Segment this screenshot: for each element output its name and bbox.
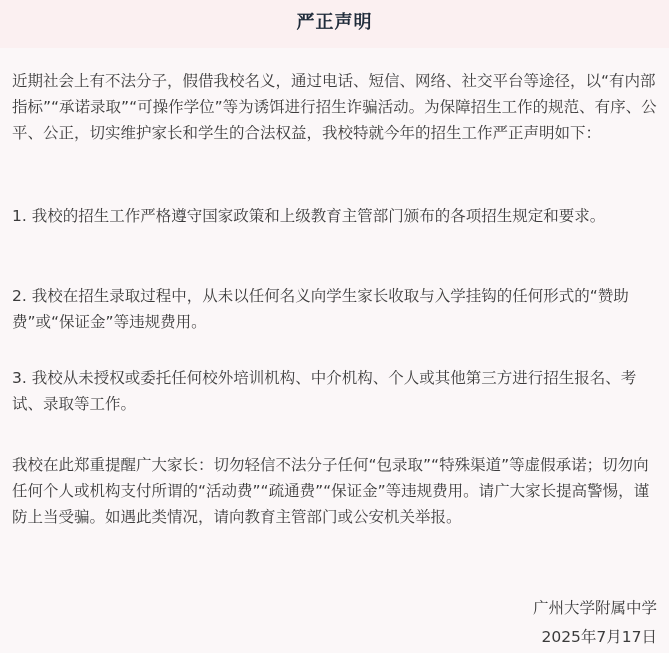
statement-item-1: 1. 我校的招生工作严格遵守国家政策和上级教育主管部门颁布的各项招生规定和要求。 bbox=[12, 207, 606, 225]
statement-item-2: 2. 我校在招生录取过程中，从未以任何名义向学生家长收取与入学挂钩的任何形式的“赞助费”或“保证金”等违规费用。 bbox=[12, 287, 629, 331]
signature-date: 2025年7月17日 bbox=[541, 628, 657, 646]
signature-organization: 广州大学附属中学 bbox=[532, 599, 657, 617]
statement-item-3: 3. 我校从未授权或委托任何校外培训机构、中介机构、个人或其他第三方进行招生报名、考试、录取等工作。 bbox=[12, 369, 637, 413]
page-title: 严正声明 bbox=[296, 12, 373, 33]
reminder-paragraph: 我校在此郑重提醒广大家长：切勿轻信不法分子任何“包录取”“特殊渠道”等虚假承诺；切勿向任何个人或机构支付所谓的“活动费”“疏通费”“保证金”等违规费用。请广大家长提高警惕，谨防上当受骗。如遇此类情况，请向教育主管部门或公安机关举报。 bbox=[12, 456, 650, 526]
title-bar bbox=[0, 0, 669, 48]
intro-paragraph: 近期社会上有不法分子，假借我校名义，通过电话、短信、网络、社交平台等途径，以“有内部指标”“承诺录取”“可操作学位”等为诱饵进行招生诈骗活动。为保障招生工作的规范、有序、公平、公正，切实维护家长和学生的合法权益，我校特就今年的招生工作严正声明如下： bbox=[12, 72, 657, 142]
